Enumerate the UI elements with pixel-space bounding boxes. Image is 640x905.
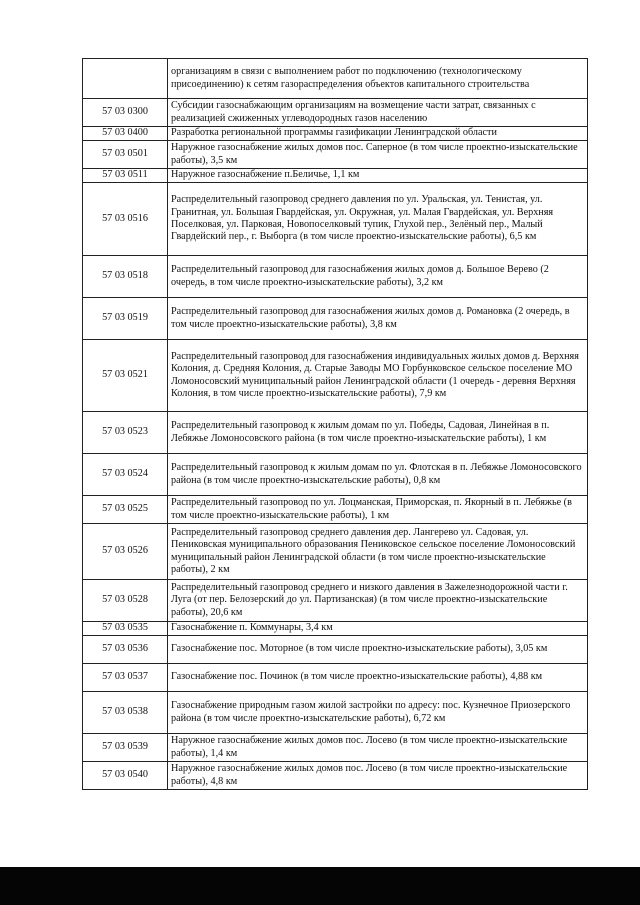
budget-code-cell: 57 03 0516: [83, 183, 168, 256]
budget-code-cell: 57 03 0538: [83, 692, 168, 734]
description-cell: Наружное газоснабжение жилых домов пос. Лосево (в том числе проектно-изыскательские работы), 4,8 км: [168, 762, 588, 790]
description-cell: организациям в связи с выполнением работ по подключению (технологическому присоединению) к сетям газораспределения объектов капитального строительства: [168, 59, 588, 99]
description-cell: Распределительный газопровод к жилым домам по ул. Победы, Садовая, Линейная в п. Лебяжье Ломоносовского района (в том числе проектно-изыскательские работы), 1 км: [168, 412, 588, 454]
budget-code-cell: 57 03 0400: [83, 127, 168, 141]
table-row: [83, 692, 588, 734]
budget-code-cell: 57 03 0511: [83, 169, 168, 183]
description-cell: Распределительный газопровод среднего давления по ул. Уральская, ул. Тенистая, ул. Гранитная, ул. Большая Гвардейская, ул. Окружная, ул. Малая Гвардейская, ул. Верхняя Поселковая, ул. Парковая, Новопоселковый тупик, Глухой пер., Зелёный пер., Малый Гвардейский пер., г. Выборга (в том числе проектно-изыскательские работы), 6,5 км: [168, 183, 588, 256]
budget-code-cell: 57 03 0524: [83, 454, 168, 496]
table-row: [83, 340, 588, 412]
description-cell: Газоснабжение пос. Починок (в том числе проектно-изыскательские работы), 4,88 км: [168, 664, 588, 692]
budget-code-cell: 57 03 0525: [83, 496, 168, 524]
scan-bottom-edge: [0, 867, 640, 905]
table-row: [83, 412, 588, 454]
table-row: [83, 524, 588, 580]
description-cell: Газоснабжение природным газом жилой застройки по адресу: пос. Кузнечное Приозерского района (в том числе проектно-изыскательские работы), 6,72 км: [168, 692, 588, 734]
description-cell: Газоснабжение пос. Моторное (в том числе проектно-изыскательские работы), 3,05 км: [168, 636, 588, 664]
description-cell: Распределительный газопровод среднего давления дер. Лангерево ул. Садовая, ул. Пениковская муниципального образования Пениковское сельское поселение Ломоносовский муниципальный район Ленинградской области (в том числе проектно-изыскательские работы), 2 км: [168, 524, 588, 580]
table-row: [83, 183, 588, 256]
description-cell: Распределительный газопровод для газоснабжения жилых домов д. Большое Верево (2 очередь, в том числе проектно-изыскательские работы), 3,2 км: [168, 256, 588, 298]
table-row: [83, 298, 588, 340]
description-cell: Разработка региональной программы газификации Ленинградской области: [168, 127, 588, 141]
budget-code-cell: [83, 59, 168, 99]
budget-code-cell: 57 03 0519: [83, 298, 168, 340]
description-cell: Субсидии газоснабжающим организациям на возмещение части затрат, связанных с реализацией сжиженных углеводородных газов населению: [168, 99, 588, 127]
table-row: [83, 256, 588, 298]
budget-code-cell: 57 03 0535: [83, 622, 168, 636]
budget-code-cell: 57 03 0518: [83, 256, 168, 298]
description-cell: Распределительный газопровод для газоснабжения индивидуальных жилых домов д. Верхняя Колония, д. Средняя Колония, д. Старые Заводы МО Горбунковское сельское поселение МО Ломоносовский муниципальный район Ленинградской области (1 очередь - деревня Верхняя Колония, в том числе проектно-изыскательские работы), 7,9 км: [168, 340, 588, 412]
budget-code-cell: 57 03 0540: [83, 762, 168, 790]
budget-code-cell: 57 03 0539: [83, 734, 168, 762]
description-cell: Распределительный газопровод для газоснабжения жилых домов д. Романовка (2 очередь, в том числе проектно-изыскательские работы), 3,8 км: [168, 298, 588, 340]
table-row: [83, 99, 588, 127]
budget-code-cell: 57 03 0521: [83, 340, 168, 412]
description-cell: Распределительный газопровод по ул. Лоцманская, Приморская, п. Якорный в п. Лебяжье (в том числе проектно-изыскательские работы), 1 км: [168, 496, 588, 524]
table-row: [83, 127, 588, 141]
table-row: [83, 734, 588, 762]
table-row: [83, 580, 588, 622]
description-cell: Газоснабжение п. Коммунары, 3,4 км: [168, 622, 588, 636]
description-cell: Распределительный газопровод среднего и низкого давления в Зажелезнодорожной части г. Луга (от пер. Белозерский до ул. Партизанская) (в том числе проектно-изыскательские работы), 20,6 км: [168, 580, 588, 622]
table-row: [83, 141, 588, 169]
budget-code-cell: 57 03 0537: [83, 664, 168, 692]
table-row: [83, 454, 588, 496]
description-cell: Наружное газоснабжение жилых домов пос. Саперное (в том числе проектно-изыскательские работы), 3,5 км: [168, 141, 588, 169]
table-row: [83, 169, 588, 183]
description-cell: Наружное газоснабжение жилых домов пос. Лосевo (в том числе проектно-изыскательские работы), 1,4 км: [168, 734, 588, 762]
table-row: [83, 622, 588, 636]
table-row: [83, 762, 588, 790]
budget-code-cell: 57 03 0523: [83, 412, 168, 454]
description-cell: Распределительный газопровод к жилым домам по ул. Флотская в п. Лебяжье Ломоносовского района (в том числе проектно-изыскательские работы), 0,8 км: [168, 454, 588, 496]
budget-code-cell: 57 03 0536: [83, 636, 168, 664]
table-row: [83, 59, 588, 99]
budget-code-cell: 57 03 0501: [83, 141, 168, 169]
budget-code-cell: 57 03 0528: [83, 580, 168, 622]
table-row: [83, 636, 588, 664]
budget-code-cell: 57 03 0526: [83, 524, 168, 580]
description-cell: Наружное газоснабжение п.Беличье, 1,1 км: [168, 169, 588, 183]
table-row: [83, 496, 588, 524]
table-row: [83, 664, 588, 692]
budget-code-cell: 57 03 0300: [83, 99, 168, 127]
budget-code-table: [82, 58, 588, 790]
